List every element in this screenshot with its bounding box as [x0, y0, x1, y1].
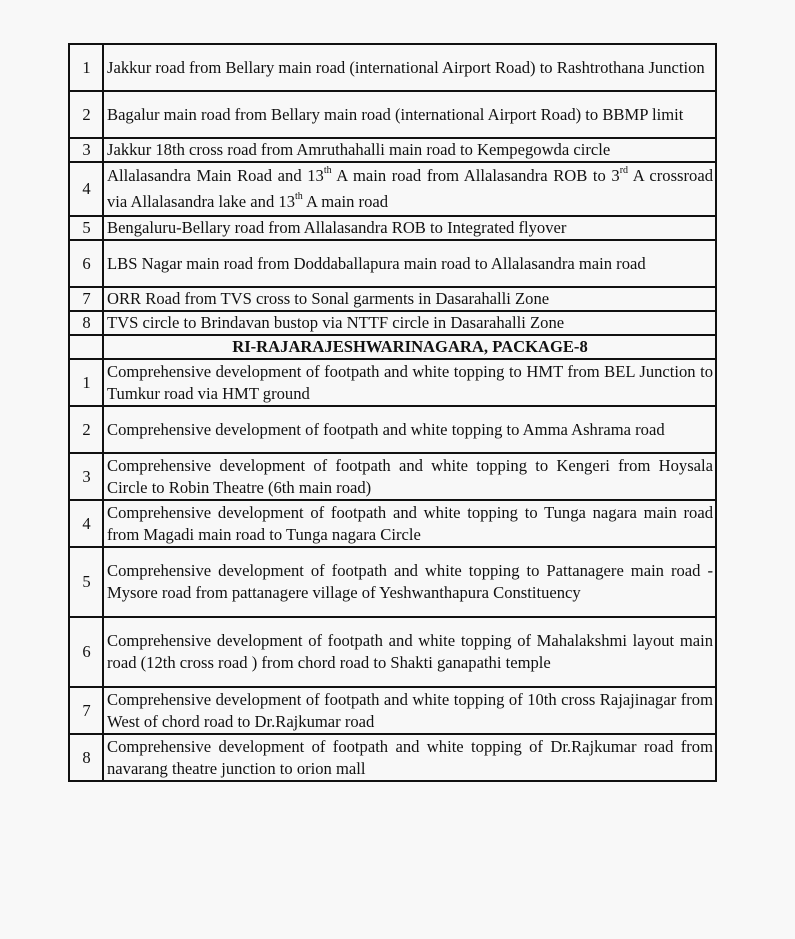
table-row [69, 359, 716, 406]
row-description: Bengaluru-Bellary road from Allalasandra ROB to Integrated flyover [103, 216, 716, 240]
row-number: 7 [69, 287, 103, 311]
table-row [69, 162, 716, 216]
ordinal-suffix: th [295, 191, 303, 203]
table-row [69, 500, 716, 547]
row-number: 6 [69, 240, 103, 287]
row-description: Comprehensive development of footpath and white topping of 10th cross Rajajinagar from West of chord road to Dr.Rajkumar road [103, 687, 716, 734]
ordinal-suffix: rd [619, 165, 629, 177]
table-row [69, 311, 716, 335]
table-row [69, 406, 716, 453]
row-description: Comprehensive development of footpath and white topping to Tunga nagara main road from Magadi main road to Tunga nagara Circle [103, 500, 716, 547]
road-works-table [68, 43, 717, 782]
row-description: Jakkur road from Bellary main road (international Airport Road) to Rashtrothana Junction [103, 44, 716, 91]
table-row [69, 287, 716, 311]
table-row [69, 617, 716, 687]
row-description: LBS Nagar main road from Doddaballapura main road to Allalasandra main road [103, 240, 716, 287]
row-number: 6 [69, 617, 103, 687]
desc-text: Allalasandra Main Road and 13 [107, 166, 324, 185]
table-row [69, 138, 716, 162]
row-description: Comprehensive development of footpath and white topping of Mahalakshmi layout main road (12th cross road ) from chord road to Shakti ganapathi temple [103, 617, 716, 687]
row-number: 5 [69, 547, 103, 617]
row-description: ORR Road from TVS cross to Sonal garments in Dasarahalli Zone [103, 287, 716, 311]
desc-text: A main road from Allalasandra ROB to 3 [331, 166, 620, 185]
row-description: Comprehensive development of footpath and white topping to Amma Ashrama road [103, 406, 716, 453]
section-heading: RI-RAJARAJESHWARINAGARA, PACKAGE-8 [103, 335, 716, 359]
row-number: 4 [69, 500, 103, 547]
table-row [69, 547, 716, 617]
row-description: Comprehensive development of footpath and white topping to Kengeri from Hoysala Circle to Robin Theatre (6th main road) [103, 453, 716, 500]
row-description: Comprehensive development of footpath and white topping to HMT from BEL Junction to Tumkur road via HMT ground [103, 359, 716, 406]
table-row [69, 453, 716, 500]
row-number: 1 [69, 44, 103, 91]
table-row [69, 44, 716, 91]
row-description: TVS circle to Brindavan bustop via NTTF circle in Dasarahalli Zone [103, 311, 716, 335]
table-row [69, 734, 716, 781]
row-number: 4 [69, 162, 103, 216]
row-number: 8 [69, 311, 103, 335]
desc-text: A crossroad via Allalasandra lake and 13 [107, 166, 713, 211]
ordinal-suffix: th [323, 165, 332, 177]
row-description: Bagalur main road from Bellary main road (international Airport Road) to BBMP limit [103, 91, 716, 138]
row-number: 1 [69, 359, 103, 406]
row-number: 3 [69, 453, 103, 500]
row-description: Comprehensive development of footpath and white topping to Pattanagere main road - Mysore road from pattanagere village of Yeshwanthapura Constituency [103, 547, 716, 617]
row-number: 2 [69, 406, 103, 453]
row-number: 7 [69, 687, 103, 734]
desc-text: A main road [302, 192, 389, 211]
row-description [103, 162, 716, 216]
heading-number-cell [69, 335, 103, 359]
table-row [69, 240, 716, 287]
row-description: Jakkur 18th cross road from Amruthahalli main road to Kempegowda circle [103, 138, 716, 162]
row-number: 8 [69, 734, 103, 781]
table-row [69, 91, 716, 138]
row-description: Comprehensive development of footpath and white topping of Dr.Rajkumar road from navarang theatre junction to orion mall [103, 734, 716, 781]
section-heading-row [69, 335, 716, 359]
table-row [69, 687, 716, 734]
row-number: 5 [69, 216, 103, 240]
row-number: 2 [69, 91, 103, 138]
table-row [69, 216, 716, 240]
row-number: 3 [69, 138, 103, 162]
